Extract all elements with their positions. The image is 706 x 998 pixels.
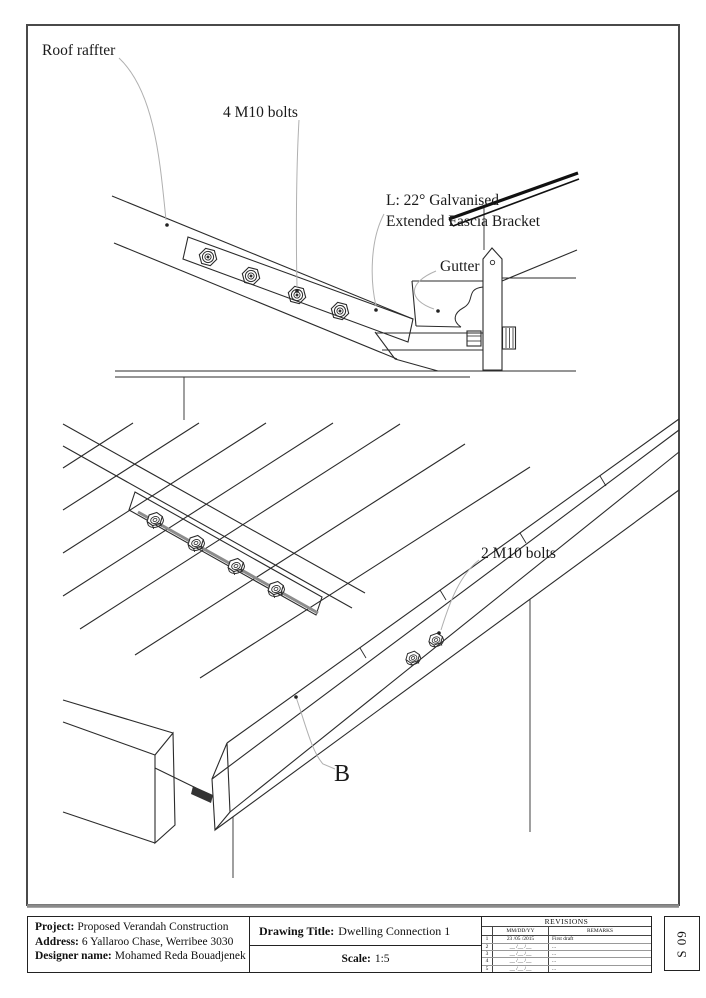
designer-value: Mohamed Reda Bouadjenek xyxy=(114,950,246,963)
connection-plate xyxy=(191,786,213,803)
address-value: 6 Yallaroo Chase, Werribee 3030 xyxy=(81,935,234,948)
project-row xyxy=(35,920,249,935)
title-block xyxy=(27,916,652,973)
detail-section-view xyxy=(112,173,579,420)
fascia-bolt xyxy=(467,327,516,349)
title-block-drawing-cell xyxy=(250,917,482,972)
dwelling-roof-lines xyxy=(502,250,577,281)
label-4-m10-bolts: 4 M10 bolts xyxy=(223,104,298,121)
isometric-view xyxy=(63,419,679,878)
sheet-number-box xyxy=(664,916,700,971)
wall-plate-lines xyxy=(115,371,576,420)
label-gutter: Gutter xyxy=(440,258,480,275)
revisions-col-date: MM/DD/YY xyxy=(493,927,549,935)
revisions-column-headers xyxy=(482,927,651,936)
scale-label: Scale: xyxy=(341,953,371,965)
drawing-title-value: Dwelling Connection 1 xyxy=(338,923,451,938)
address-row xyxy=(35,935,249,950)
iso-leader-dots xyxy=(294,631,441,699)
project-value: Proposed Verandah Construction xyxy=(77,921,229,933)
revision-row: 3 __ /__ /__ ... xyxy=(482,951,651,958)
project-label: Project: xyxy=(35,921,75,933)
scale-row xyxy=(250,946,481,972)
address-label: Address: xyxy=(35,935,79,948)
drawing-title-label: Drawing Title: xyxy=(259,923,335,938)
revision-row: 2 __ /__ /__ ... xyxy=(482,944,651,951)
title-block-project-cell xyxy=(28,917,250,972)
detail-leader-lines xyxy=(119,58,436,309)
label-roof-rafter: Roof raffter xyxy=(42,42,116,59)
revisions-table xyxy=(482,917,651,972)
designer-row xyxy=(35,949,249,964)
revisions-col-remarks: REMARKS xyxy=(586,928,614,935)
label-beam-b: B xyxy=(334,761,351,787)
sheet-number: S 09 xyxy=(674,929,689,958)
revision-row: 4 __ /__ /__ ... xyxy=(482,958,651,965)
beam-bolts-group xyxy=(404,632,445,667)
revision-row: 1 23 /05 /2015 First draft xyxy=(482,936,651,943)
designer-label: Designer name: xyxy=(35,950,112,963)
revision-row: 5 __ /__ /__ ... xyxy=(482,966,651,972)
scale-value: 1:5 xyxy=(374,953,390,965)
revisions-header: REVISIONS xyxy=(482,917,651,927)
beam-lines xyxy=(212,419,679,830)
revisions-col-num xyxy=(482,927,493,935)
deck-plank-lines xyxy=(63,423,530,678)
label-bracket-line2: Extended Fascia Bracket xyxy=(386,213,541,230)
label-2-m10-bolts: 2 M10 bolts xyxy=(481,545,556,562)
label-bracket-line1: L: 22° Galvanised xyxy=(386,192,499,209)
dwelling-beam-box xyxy=(63,700,213,843)
iso-rafter-lines xyxy=(63,424,365,608)
drawing-title-row xyxy=(250,917,481,946)
sheet-border-frame xyxy=(27,25,679,905)
iso-reference-lines xyxy=(233,599,530,878)
